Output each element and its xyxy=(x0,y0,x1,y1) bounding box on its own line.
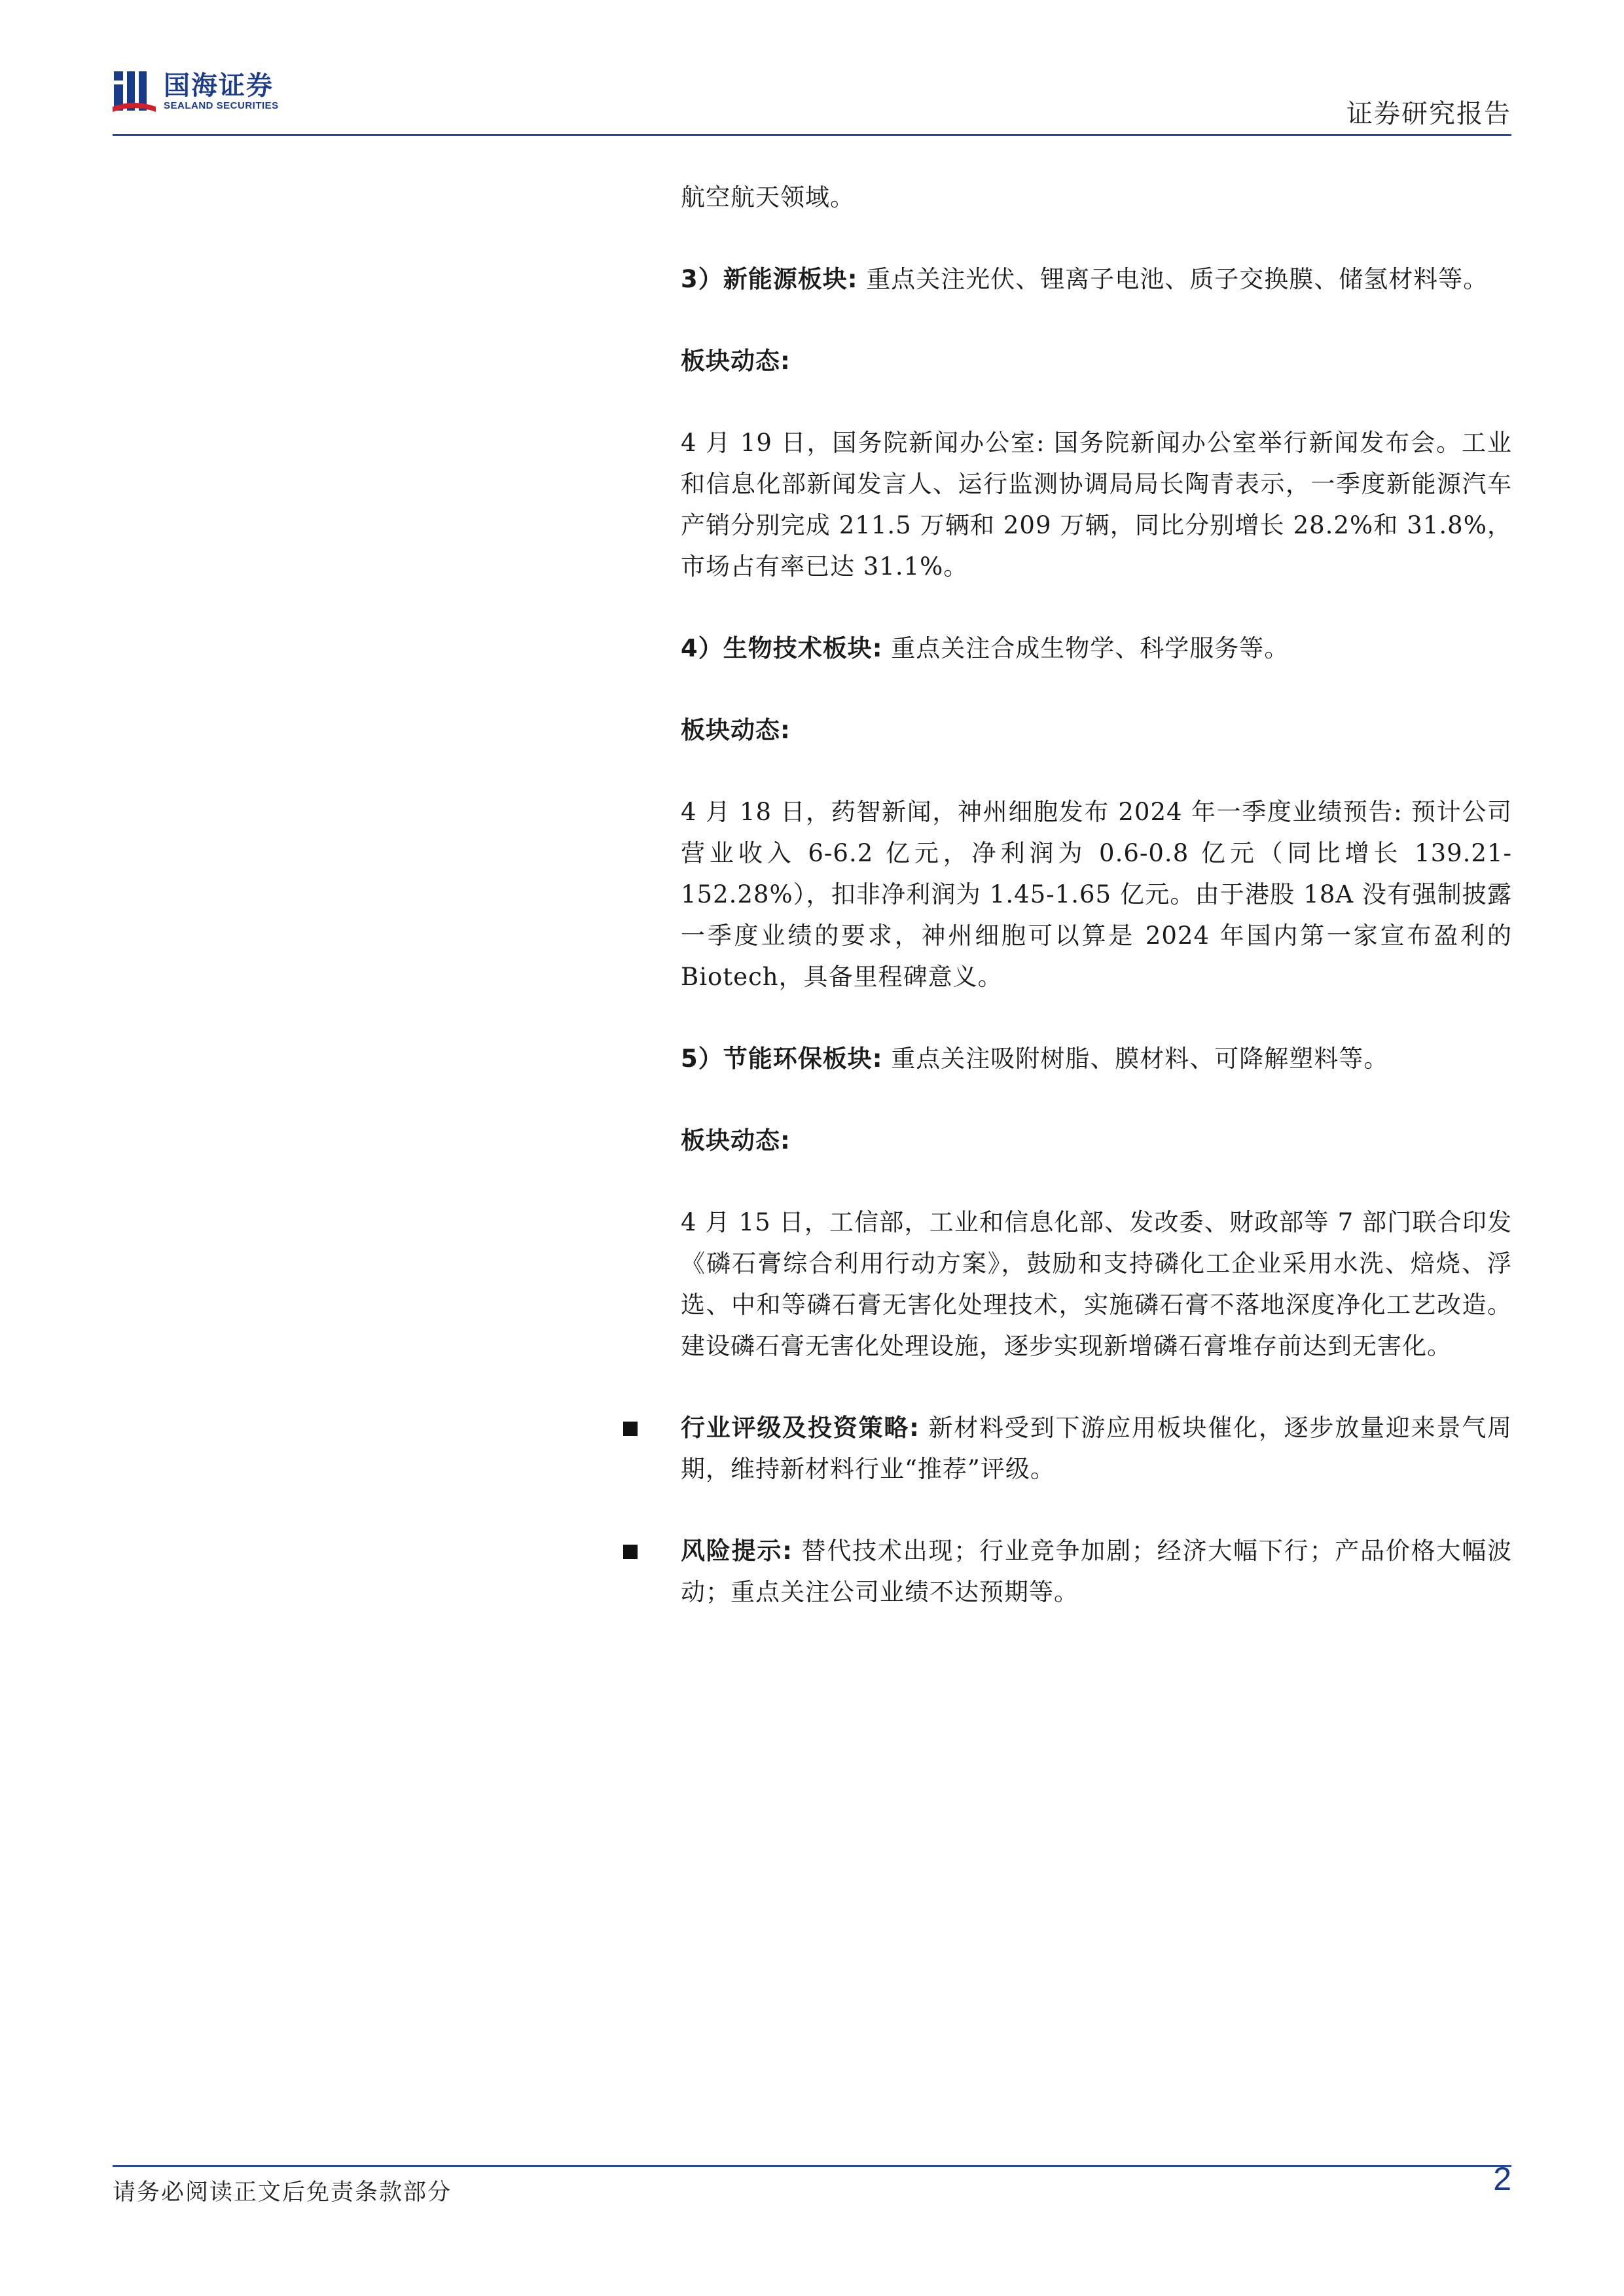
square-bullet-icon xyxy=(623,1422,638,1436)
section-title-energy-saving: 5）节能环保板块: xyxy=(681,1045,883,1073)
bullet-body-investment-strategy: 新材料受到下游应用板块催化，逐步放量迎来景气周期，维持新材料行业“推荐”评级。 xyxy=(681,1414,1512,1483)
company-logo xyxy=(113,65,279,118)
sealand-logo-icon xyxy=(113,69,156,115)
section-title-biotech: 4）生物技术板块: xyxy=(681,634,883,662)
main-content xyxy=(681,177,1512,1653)
dynamics-text-1: 4 月 19 日，国务院新闻办公室: 国务院新闻办公室举行新闻发布会。工业和信息化部新闻发言人、运行监测协调局局长陶青表示，一季度新能源汽车产销分别完成 211.5 万辆和 209 万辆，同比分别增长 28.2%和 31.8%，市场占有率已达 31.1%。 xyxy=(681,429,1512,581)
logo-english-name: SEALAND SECURITIES xyxy=(164,100,279,111)
square-bullet-icon xyxy=(623,1545,638,1559)
bullet-risk-warning-text xyxy=(681,1530,1512,1613)
dynamics-text-2: 4 月 18 日，药智新闻，神州细胞发布 2024 年一季度业绩预告: 预计公司营业收入 6-6.2 亿元，净利润为 0.6-0.8 亿元（同比增长 139.21-152.28%），扣非净利润为 1.45-1.65 亿元。由于港股 18A 没有强制披露一季度业绩的要求，神州细胞可以算是 2024 年国内第一家宣布盈利的 Biotech，具备里程碑意义。 xyxy=(681,798,1512,991)
paragraph-continued: 航空航天领域。 xyxy=(681,183,855,211)
header-divider xyxy=(113,134,1511,136)
page-header xyxy=(0,0,1624,141)
section-text-new-energy: 重点关注光伏、锂离子电池、质子交换膜、储氢材料等。 xyxy=(857,265,1489,293)
bullet-investment-strategy-text xyxy=(681,1407,1512,1490)
section-new-energy xyxy=(681,259,1512,300)
dynamics-label-2: 板块动态: xyxy=(681,716,791,744)
section-text-energy-saving: 重点关注吸附树脂、膜材料、可降解塑料等。 xyxy=(882,1045,1389,1073)
page-number: 2 xyxy=(1493,2161,1511,2197)
section-biotech xyxy=(681,628,1512,669)
dynamics-label-1: 板块动态: xyxy=(681,347,791,375)
bullet-risk-warning xyxy=(681,1530,1512,1613)
report-type-label: 证券研究报告 xyxy=(1346,99,1511,129)
disclaimer-note: 请务必阅读正文后免责条款部分 xyxy=(113,2179,452,2206)
bullet-investment-strategy xyxy=(681,1407,1512,1490)
bullet-title-risk-warning: 风险提示: xyxy=(681,1537,793,1565)
logo-chinese-name: 国海证券 xyxy=(164,71,274,101)
section-energy-saving xyxy=(681,1038,1512,1079)
dynamics-label-3: 板块动态: xyxy=(681,1126,791,1155)
bullet-title-investment-strategy: 行业评级及投资策略: xyxy=(681,1414,920,1442)
bullet-body-risk-warning: 替代技术出现；行业竞争加剧；经济大幅下行；产品价格大幅波动；重点关注公司业绩不达预期等。 xyxy=(681,1537,1513,1606)
section-text-biotech: 重点关注合成生物学、科学服务等。 xyxy=(882,634,1290,662)
footer-divider xyxy=(113,2165,1511,2167)
dynamics-text-3: 4 月 15 日，工信部，工业和信息化部、发改委、财政部等 7 部门联合印发《磷石膏综合利用行动方案》，鼓励和支持磷化工企业采用水洗、焙烧、浮选、中和等磷石膏无害化处理技术，实施磷石膏不落地深度净化工艺改造。建设磷石膏无害化处理设施，逐步实现新增磷石膏堆存前达到无害化。 xyxy=(681,1208,1512,1360)
section-title-new-energy: 3）新能源板块: xyxy=(681,265,858,293)
